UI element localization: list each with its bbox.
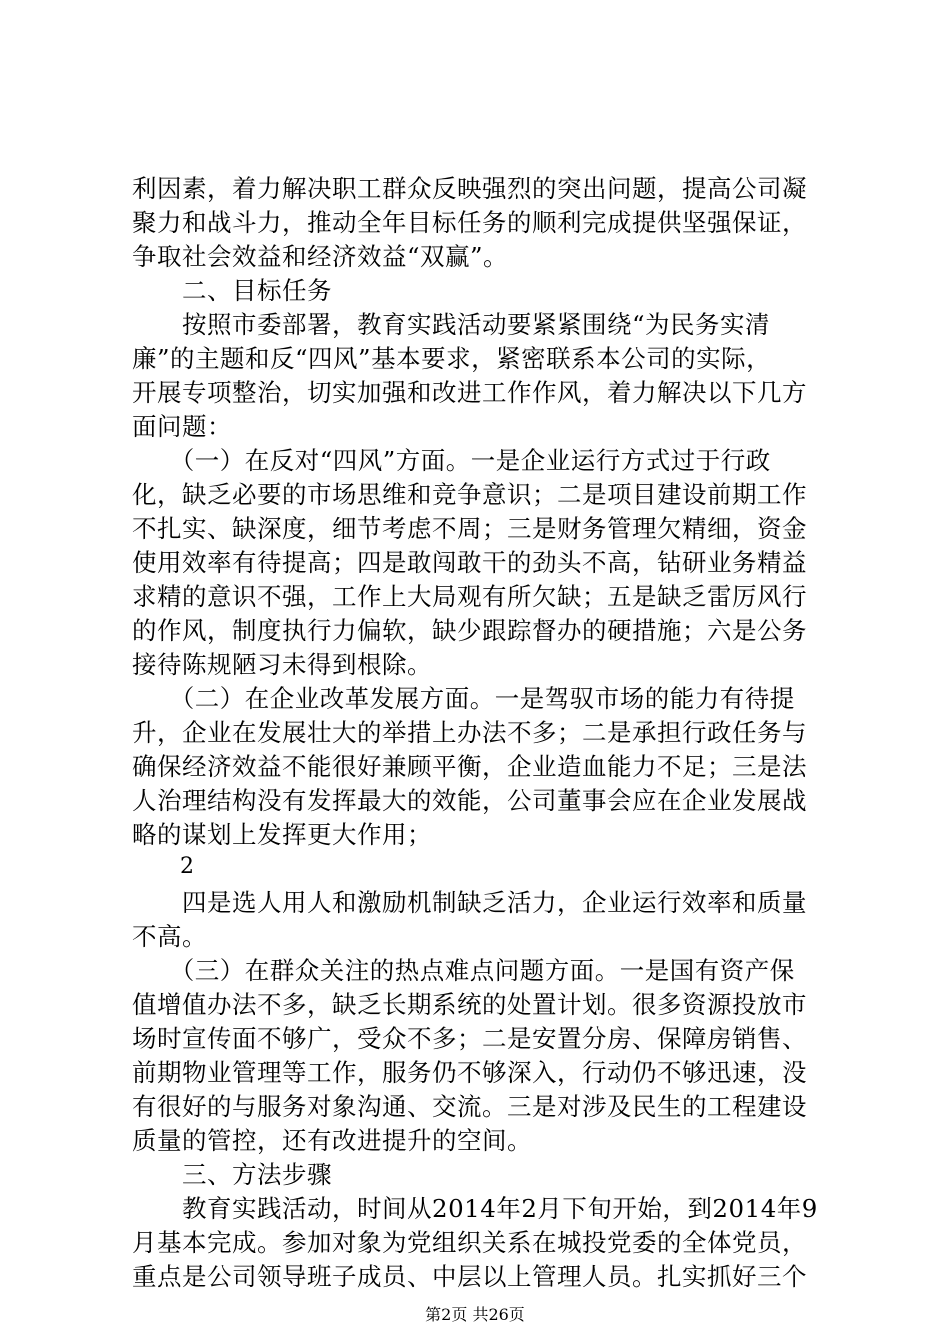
page-footer: 第2页 共26页 xyxy=(425,1305,525,1324)
text-line: 质量的管控，还有改进提升的空间。 xyxy=(132,1126,532,1155)
text-line: 争取社会效益和经济效益“双赢”。 xyxy=(132,242,509,271)
text-line: （三）在群众关注的热点难点问题方面。一是国有资产保 xyxy=(132,956,795,985)
text-line: 值增值办法不多，缺乏长期系统的处置计划。很多资源投放市 xyxy=(132,990,807,1019)
text-line: （二）在企业改革发展方面。一是驾驭市场的能力有待提 xyxy=(132,684,795,713)
text-line: 重点是公司领导班子成员、中层以上管理人员。扎实抓好三个 xyxy=(132,1262,807,1291)
text-line: 化，缺乏必要的市场思维和竞争意识；二是项目建设前期工作 xyxy=(132,480,807,509)
text-line: 月基本完成。参加对象为党组织关系在城投党委的全体党员， xyxy=(132,1228,807,1257)
text-line: 不扎实、缺深度，细节考虑不周；三是财务管理欠精细，资金 xyxy=(132,514,807,543)
text-line: 使用效率有待提高；四是敢闯敢干的劲头不高，钻研业务精益 xyxy=(132,548,807,577)
text-line: 聚力和战斗力，推动全年目标任务的顺利完成提供坚强保证， xyxy=(132,208,807,237)
text-line: 教育实践活动，时间从2014年2月下旬开始，到2014年9 xyxy=(132,1194,818,1223)
text-line: 确保经济效益不能很好兼顾平衡，企业造血能力不足；三是法 xyxy=(132,752,807,781)
section-heading: 二、目标任务 xyxy=(132,276,332,305)
text-line: 开展专项整治，切实加强和改进工作作风，着力解决以下几方 xyxy=(132,378,807,407)
text-line: 接待陈规陋习未得到根除。 xyxy=(132,650,432,679)
text-line: 升，企业在发展壮大的举措上办法不多；二是承担行政任务与 xyxy=(132,718,807,747)
text-line: 面问题： xyxy=(132,412,232,441)
text-line: 人治理结构没有发挥最大的效能，公司董事会应在企业发展战 xyxy=(132,786,807,815)
section-heading: 三、方法步骤 xyxy=(132,1160,332,1189)
inline-page-marker: 2 xyxy=(180,854,194,879)
text-line: 按照市委部署，教育实践活动要紧紧围绕“为民务实清 xyxy=(132,310,771,339)
text-line: 的作风，制度执行力偏软，缺少跟踪督办的硬措施；六是公务 xyxy=(132,616,807,645)
text-line: 不高。 xyxy=(132,922,207,951)
text-line: （一）在反对“四风”方面。一是企业运行方式过于行政 xyxy=(132,446,771,475)
text-line: 求精的意识不强，工作上大局观有所欠缺；五是缺乏雷厉风行 xyxy=(132,582,807,611)
text-line: 前期物业管理等工作，服务仍不够深入，行动仍不够迅速，没 xyxy=(132,1058,807,1087)
text-line: 场时宣传面不够广，受众不多；二是安置分房、保障房销售、 xyxy=(132,1024,807,1053)
text-line: 略的谋划上发挥更大作用； xyxy=(132,820,432,849)
text-line: 四是选人用人和激励机制缺乏活力，企业运行效率和质量 xyxy=(132,888,807,917)
text-line: 利因素，着力解决职工群众反映强烈的突出问题，提高公司凝 xyxy=(132,174,807,203)
text-line: 廉”的主题和反“四风”基本要求，紧密联系本公司的实际， xyxy=(132,344,772,373)
text-line: 有很好的与服务对象沟通、交流。三是对涉及民生的工程建设 xyxy=(132,1092,807,1121)
